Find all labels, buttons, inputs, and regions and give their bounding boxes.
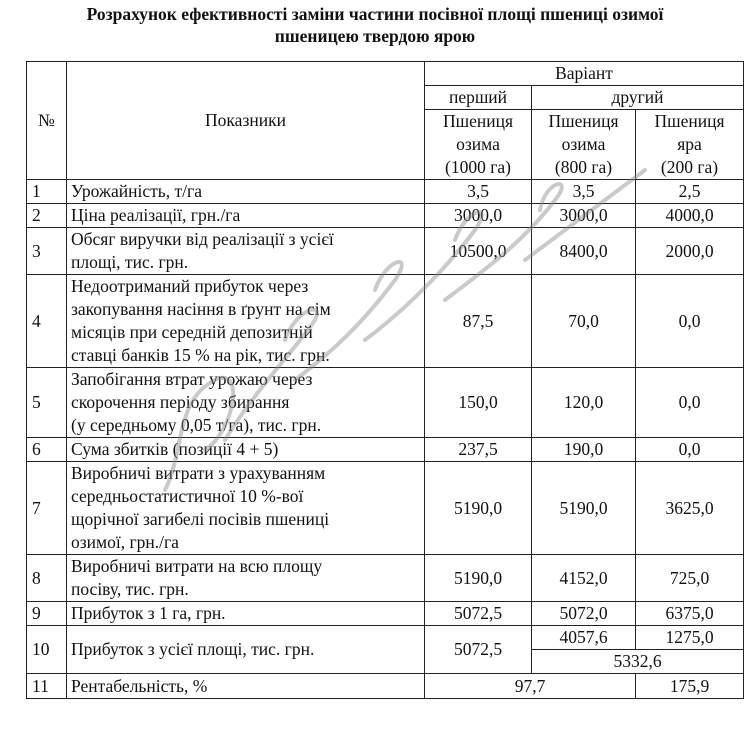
table-row: 6 Сума збитків (позиції 4 + 5) 237,5 190,0 0,0 (27, 438, 744, 462)
table-row: 5 Запобігання втрат урожаю через скорочення періоду збирання (у середньому 0,05 т/га), тис. грн. 150,0 120,0 0,0 (27, 368, 744, 438)
table-row: 2 Ціна реалізації, грн./га 3000,0 3000,0 4000,0 (27, 204, 744, 228)
table-row: 11 Рентабельність, % 97,7 175,9 (27, 674, 744, 699)
title-line-1: Розрахунок ефективності заміни частини посівної площі пшениці озимої (86, 4, 664, 24)
header-col-spring-200: Пшениця яра (200 га) (636, 110, 744, 180)
document-title (0, 3, 750, 47)
efficiency-table (26, 61, 744, 699)
table-row: 4 Недоотриманий прибуток через закопування насіння в ґрунт на сім місяців при середній депозитній ставці банків 15 % на рік, тис. грн. 87,5 70,0 0,0 (27, 275, 744, 368)
table-row: 10 Прибуток з усієї площі, тис. грн. 5072,5 4057,6 1275,0 (27, 626, 744, 650)
header-col-winter-800: Пшениця озима (800 га) (532, 110, 636, 180)
table-row: 5332,6 (27, 650, 744, 674)
table-row: 8 Виробничі витрати на всю площу посіву, тис. грн. 5190,0 4152,0 725,0 (27, 555, 744, 602)
table-row: 7 Виробничі витрати з урахуванням середньостатистичної 10 %-вої щорічної загибелі посівів пшениці озимої, грн./га 5190,0 5190,0 3625,0 (27, 462, 744, 555)
table-row: 1 Урожайність, т/га 3,5 3,5 2,5 (27, 180, 744, 204)
header-num: № (27, 62, 67, 180)
table-row: 9 Прибуток з 1 га, грн. 5072,5 5072,0 6375,0 (27, 602, 744, 626)
title-line-2: пшеницею твердою ярою (274, 26, 476, 46)
header-variant: Варіант (425, 62, 744, 86)
header-second: другий (532, 86, 744, 110)
header-col-winter-1000: Пшениця озима (1000 га) (425, 110, 532, 180)
header-first: перший (425, 86, 532, 110)
header-indicators: Показники (67, 62, 425, 180)
table-row: 3 Обсяг виручки від реалізації з усієї площі, тис. грн. 10500,0 8400,0 2000,0 (27, 228, 744, 275)
